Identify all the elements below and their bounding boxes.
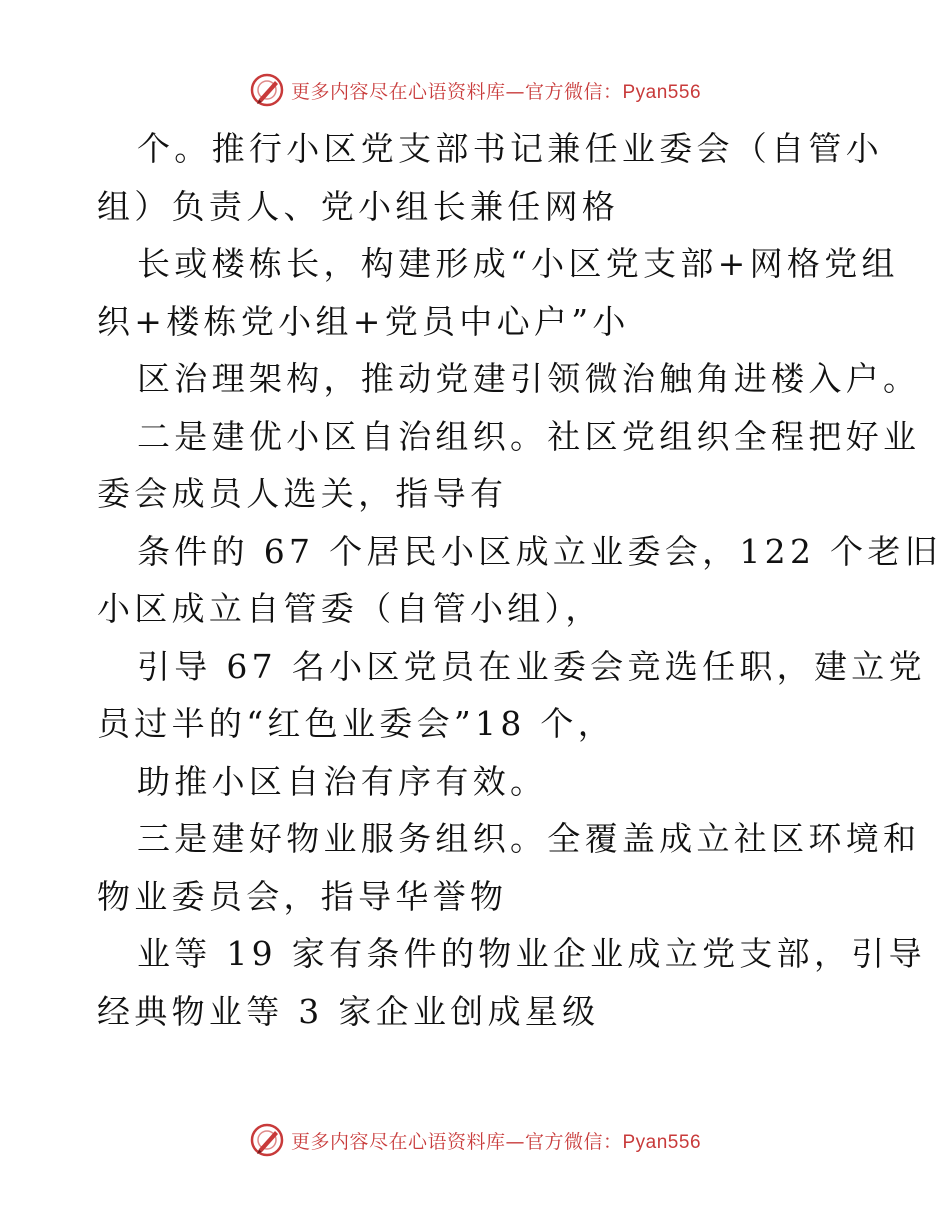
text-line: 组）负责人、党小组长兼任网格 bbox=[97, 186, 620, 226]
banner-slogan: 更多内容尽在心语资料库—官方微信： bbox=[290, 80, 623, 103]
text-line: 二是建优小区自治组织。社区党组织全程把好业 bbox=[137, 416, 921, 456]
header-banner bbox=[0, 70, 950, 110]
wechat-id: Pyan556 bbox=[622, 81, 702, 103]
text-line: 织+楼栋党小组+党员中心户”小 bbox=[97, 301, 630, 341]
banner-text bbox=[291, 77, 701, 104]
text-line: 区治理架构，推动党建引领微治触角进楼入户。 bbox=[137, 359, 921, 398]
text-line: 业等 19 家有条件的物业企业成立党支部，引导 bbox=[137, 934, 926, 973]
text-line: 小区成立自管委（自管小组）， bbox=[97, 589, 603, 628]
text-line: 物业委员会，指导华誉物 bbox=[97, 876, 508, 916]
text-line: 长或楼栋长，构建形成“小区党支部+网格党组 bbox=[137, 244, 899, 283]
banner-slogan: 更多内容尽在心语资料库—官方微信： bbox=[290, 1130, 623, 1153]
text-line: 经典物业等 3 家企业创成星级 bbox=[97, 991, 600, 1031]
wechat-id: Pyan556 bbox=[622, 1131, 702, 1153]
banner-text bbox=[291, 1127, 701, 1154]
text-line: 三是建好物业服务组织。全覆盖成立社区环境和 bbox=[137, 819, 921, 858]
text-line: 员过半的“红色业委会”18 个， bbox=[97, 704, 616, 743]
pen-logo-icon bbox=[249, 72, 285, 108]
text-line: 个。推行小区党支部书记兼任业委会（自管小 bbox=[137, 129, 883, 168]
text-line: 引导 67 名小区党员在业委会竞选任职，建立党 bbox=[137, 646, 926, 686]
text-line: 条件的 67 个居民小区成立业委会，122 个老旧 bbox=[137, 531, 942, 571]
text-line: 助推小区自治有序有效。 bbox=[137, 761, 548, 801]
document-body bbox=[97, 120, 942, 1040]
text-line: 委会成员人选关，指导有 bbox=[97, 474, 508, 513]
pen-logo-icon bbox=[249, 1122, 285, 1158]
footer-banner bbox=[0, 1120, 950, 1160]
